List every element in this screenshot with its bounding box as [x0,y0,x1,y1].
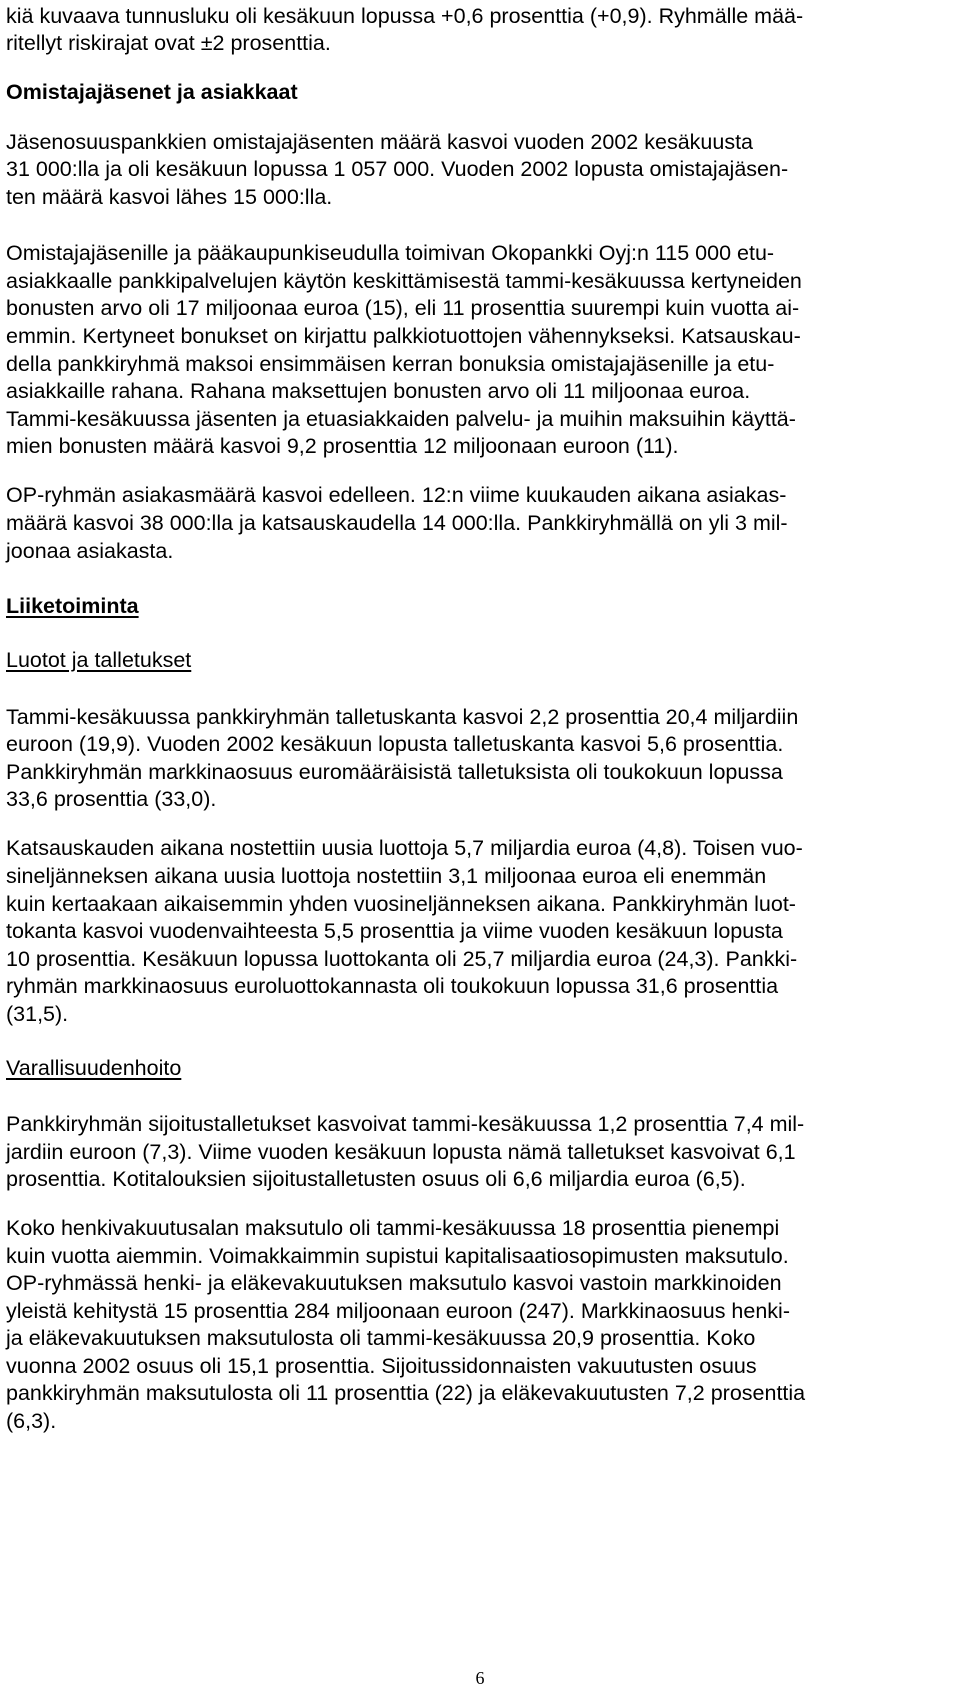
text-line: Omistajajäsenille ja pääkaupunkiseudulla toimivan Okopankki Oyj:n 115 000 etu- [6,241,775,265]
page-number: 6 [475,1668,485,1688]
text-line: emmin. Kertyneet bonukset on kirjattu palkkiotuottojen vähennykseksi. Katsauskau- [6,324,801,348]
text-line: vuonna 2002 osuus oli 15,1 prosenttia. Sijoitussidonnaisten vakuutusten osuus [6,1354,757,1378]
text-line: tokanta kasvoi vuodenvaihteesta 5,5 prosenttia ja viime vuoden kesäkuun lopusta [6,919,783,943]
text-line: jardiin euroon (7,3). Viime vuoden kesäkuun lopusta nämä talletukset kasvoivat 6,1 [6,1140,796,1164]
text-line: määrä kasvoi 38 000:lla ja katsauskaudella 14 000:lla. Pankkiryhmällä on yli 3 mil- [6,511,788,535]
text-line: sineljänneksen aikana uusia luottoja nostettiin 3,1 miljoonaa euroa eli enemmän [6,864,767,888]
text-line: Jäsenosuuspankkien omistajajäsenten määrä kasvoi vuoden 2002 kesäkuusta [6,130,753,154]
text-line: bonusten arvo oli 17 miljoonaa euroa (15), eli 11 prosenttia suurempi kuin vuotta ai- [6,296,800,320]
text-line: della pankkiryhmä maksoi ensimmäisen kerran bonuksia omistajajäsenille ja etu- [6,352,775,376]
text-line: ten määrä kasvoi lähes 15 000:lla. [6,185,333,209]
text-line: ryhmän markkinaosuus euroluottokannasta oli toukokuun lopussa 31,6 prosenttia [6,974,779,998]
text-line: ritellyt riskirajat ovat ±2 prosenttia. [6,31,331,55]
section-heading-omistajajasenet: Omistajajäsenet ja asiakkaat [6,80,298,104]
text-line: kuin vuotta aiemmin. Voimakkaimmin supistui kapitalisaatiosopimusten maksutulo. [6,1244,789,1268]
text-line: Pankkiryhmän markkinaosuus euromääräisistä talletuksista oli toukokuun lopussa [6,760,783,784]
text-line: kuin kertaakaan aikaisemmin yhden vuosineljänneksen aikana. Pankkiryhmän luot- [6,892,796,916]
text-line: euroon (19,9). Vuoden 2002 kesäkuun lopusta talletuskanta kasvoi 5,6 prosenttia. [6,732,784,756]
text-line: 10 prosenttia. Kesäkuun lopussa luottokanta oli 25,7 miljardia euroa (24,3). Pankki- [6,947,798,971]
text-line: mien bonusten määrä kasvoi 9,2 prosenttia 12 miljoonaan euroon (11). [6,434,679,458]
subsection-heading-luotot: Luotot ja talletukset [6,648,192,672]
text-line: prosenttia. Kotitalouksien sijoitustalletusten osuus oli 6,6 miljardia euroa (6,5). [6,1167,746,1191]
text-line: (31,5). [6,1002,69,1026]
subsection-heading-varallisuudenhoito: Varallisuudenhoito [6,1056,182,1080]
text-line: joonaa asiakasta. [6,539,174,563]
text-line: Tammi-kesäkuussa pankkiryhmän talletuskanta kasvoi 2,2 prosenttia 20,4 miljardiin [6,705,799,729]
text-line: yleistä kehitystä 15 prosenttia 284 miljoonaan euroon (247). Markkinaosuus henki- [6,1299,790,1323]
text-line: OP-ryhmässä henki- ja eläkevakuutuksen maksutulo kasvoi vastoin markkinoiden [6,1271,782,1295]
text-line: 33,6 prosenttia (33,0). [6,787,217,811]
text-line: Pankkiryhmän sijoitustalletukset kasvoivat tammi-kesäkuussa 1,2 prosenttia 7,4 mil- [6,1112,805,1136]
text-line: pankkiryhmän maksutulosta oli 11 prosenttia (22) ja eläkevakuutusten 7,2 prosenttia [6,1381,806,1405]
text-line: 31 000:lla ja oli kesäkuun lopussa 1 057 000. Vuoden 2002 lopusta omistajajäsen- [6,157,789,181]
text-line: OP-ryhmän asiakasmäärä kasvoi edelleen. 12:n viime kuukauden aikana asiakas- [6,483,787,507]
text-line: Tammi-kesäkuussa jäsenten ja etuasiakkaiden palvelu- ja muihin maksuihin käyttä- [6,407,796,431]
text-line: (6,3). [6,1409,57,1433]
text-line: asiakkaille rahana. Rahana maksettujen bonusten arvo oli 11 miljoonaa euroa. [6,379,751,403]
text-line: Koko henkivakuutusalan maksutulo oli tammi-kesäkuussa 18 prosenttia pienempi [6,1216,780,1240]
text-line: asiakkaalle pankkipalvelujen käytön keskittämisestä tammi-kesäkuussa kertyneiden [6,269,802,293]
text-line: ja eläkevakuutuksen maksutulosta oli tammi-kesäkuussa 20,9 prosenttia. Koko [6,1326,756,1350]
text-line: kiä kuvaava tunnusluku oli kesäkuun lopussa +0,6 prosenttia (+0,9). Ryhmälle mää- [6,4,804,28]
section-heading-liiketoiminta: Liiketoiminta [6,594,139,618]
text-line: Katsauskauden aikana nostettiin uusia luottoja 5,7 miljardia euroa (4,8). Toisen vuo- [6,836,803,860]
